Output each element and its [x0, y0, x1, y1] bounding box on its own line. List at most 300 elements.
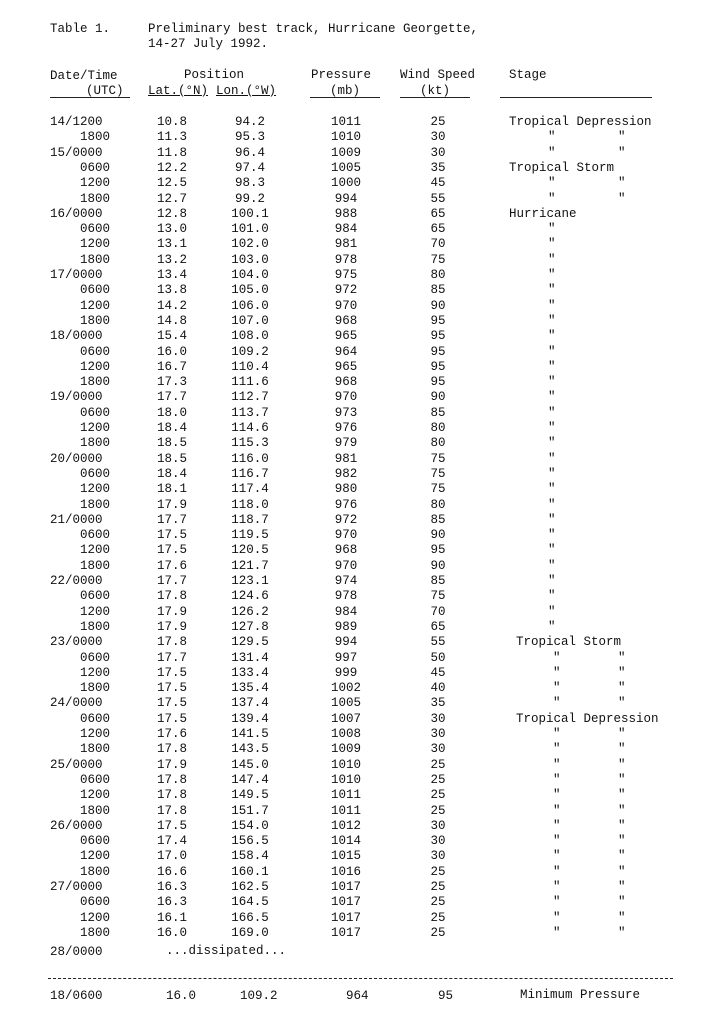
row-lat: 16.6	[156, 865, 187, 879]
row-lon: 117.4	[231, 482, 269, 496]
row-lat: 11.8	[156, 146, 187, 160]
row-stage-ditto: "	[618, 130, 626, 144]
row-pressure: 968	[334, 314, 358, 328]
row-stage: "	[548, 146, 556, 160]
row-stage: "	[553, 681, 561, 695]
row-stage: "	[548, 253, 556, 267]
row-stage: "	[548, 329, 556, 343]
row-datetime: 1800	[80, 192, 111, 206]
row-stage-ditto: "	[618, 804, 626, 818]
row-lat: 17.8	[156, 742, 187, 756]
row-datetime: 1200	[80, 482, 111, 496]
row-stage-ditto: "	[618, 727, 626, 741]
row-datetime: 21/0000	[50, 513, 103, 527]
row-datetime: 0600	[80, 712, 111, 726]
row-lon: 139.4	[231, 712, 269, 726]
row-datetime: 0600	[80, 773, 111, 787]
row-wind: 90	[430, 299, 446, 313]
row-wind: 35	[430, 161, 446, 175]
row-pressure: 1011	[330, 804, 361, 818]
row-pressure: 979	[334, 436, 358, 450]
row-lon: 135.4	[231, 681, 269, 695]
row-pressure: 1017	[330, 895, 361, 909]
row-datetime: 0600	[80, 467, 111, 481]
row-stage-ditto: "	[618, 651, 626, 665]
row-wind: 30	[430, 742, 446, 756]
row-lon: 110.4	[231, 360, 269, 374]
row-pressure: 972	[334, 513, 358, 527]
row-pressure: 1017	[330, 911, 361, 925]
row-wind: 30	[430, 712, 446, 726]
row-lon: 98.3	[234, 176, 265, 190]
row-stage: "	[553, 865, 561, 879]
row-pressure: 968	[334, 543, 358, 557]
row-lon: 169.0	[231, 926, 269, 940]
row-wind: 35	[430, 696, 446, 710]
row-wind: 70	[430, 237, 446, 251]
row-datetime: 1800	[80, 436, 111, 450]
row-pressure: 1010	[330, 773, 361, 787]
row-wind: 25	[430, 788, 446, 802]
row-datetime: 1800	[80, 130, 111, 144]
minimum-label: Minimum Pressure	[520, 988, 641, 1002]
row-pressure: 1011	[330, 115, 361, 129]
row-pressure: 1011	[330, 788, 361, 802]
row-stage: "	[553, 834, 561, 848]
row-wind: 65	[430, 207, 446, 221]
row-datetime: 1800	[80, 559, 111, 573]
row-wind: 95	[430, 345, 446, 359]
row-lon: 96.4	[234, 146, 265, 160]
header-lat: Lat.(°N)	[148, 84, 209, 98]
row-lon: 103.0	[231, 253, 269, 267]
row-stage: "	[548, 482, 556, 496]
row-datetime: 1200	[80, 237, 111, 251]
row-lon: 108.0	[231, 329, 269, 343]
row-stage: "	[548, 192, 556, 206]
row-datetime: 1800	[80, 681, 111, 695]
row-pressure: 978	[334, 253, 358, 267]
row-lat: 16.3	[156, 880, 187, 894]
row-datetime: 1800	[80, 742, 111, 756]
row-lat: 17.9	[156, 620, 187, 634]
row-lat: 13.2	[156, 253, 187, 267]
row-datetime: 0600	[80, 834, 111, 848]
row-wind: 90	[430, 528, 446, 542]
row-lat: 13.1	[156, 237, 187, 251]
row-stage: "	[548, 176, 556, 190]
row-stage: "	[553, 758, 561, 772]
row-lat: 18.0	[156, 406, 187, 420]
row-datetime: 1800	[80, 314, 111, 328]
row-pressure: 964	[334, 345, 358, 359]
row-lat: 17.8	[156, 804, 187, 818]
row-lat: 15.4	[156, 329, 187, 343]
row-wind: 25	[430, 926, 446, 940]
row-lat: 17.8	[156, 773, 187, 787]
row-lat: 17.6	[156, 559, 187, 573]
row-wind: 75	[430, 589, 446, 603]
row-lon: 149.5	[231, 788, 269, 802]
row-lat: 18.5	[156, 452, 187, 466]
row-lat: 12.2	[156, 161, 187, 175]
row-stage: "	[553, 651, 561, 665]
row-datetime: 0600	[80, 283, 111, 297]
row-datetime: 1800	[80, 498, 111, 512]
row-lon: 101.0	[231, 222, 269, 236]
row-lon: 104.0	[231, 268, 269, 282]
row-lat: 17.5	[156, 543, 187, 557]
row-wind: 25	[430, 895, 446, 909]
row-stage: "	[548, 375, 556, 389]
row-stage: "	[548, 452, 556, 466]
row-lat: 17.6	[156, 727, 187, 741]
minimum-lat: 16.0	[166, 989, 197, 1003]
row-lon: 151.7	[231, 804, 269, 818]
row-lat: 17.7	[156, 651, 187, 665]
row-lat: 14.8	[156, 314, 187, 328]
header-stage: Stage	[509, 68, 547, 82]
row-pressure: 999	[334, 666, 358, 680]
row-pressure: 974	[334, 574, 358, 588]
minimum-datetime: 18/0600	[50, 989, 103, 1003]
row-wind: 85	[430, 283, 446, 297]
row-lon: 119.5	[231, 528, 269, 542]
row-wind: 90	[430, 559, 446, 573]
row-datetime: 0600	[80, 406, 111, 420]
row-wind: 55	[430, 635, 446, 649]
row-stage: "	[548, 589, 556, 603]
row-lat: 11.3	[156, 130, 187, 144]
row-pressure: 1017	[330, 880, 361, 894]
row-stage-ditto: "	[618, 895, 626, 909]
row-lat: 14.2	[156, 299, 187, 313]
row-lat: 16.3	[156, 895, 187, 909]
row-stage: "	[548, 513, 556, 527]
row-datetime: 22/0000	[50, 574, 103, 588]
row-datetime: 26/0000	[50, 819, 103, 833]
row-wind: 80	[430, 498, 446, 512]
row-lat: 17.8	[156, 788, 187, 802]
row-lat: 13.8	[156, 283, 187, 297]
row-datetime: 17/0000	[50, 268, 103, 282]
row-wind: 90	[430, 390, 446, 404]
row-datetime: 15/0000	[50, 146, 103, 160]
header-datetime: Date/Time	[50, 69, 118, 83]
row-datetime: 27/0000	[50, 880, 103, 894]
row-datetime: 0600	[80, 589, 111, 603]
row-stage-ditto: "	[618, 742, 626, 756]
row-lon: 129.5	[231, 635, 269, 649]
row-wind: 80	[430, 421, 446, 435]
row-stage: "	[548, 237, 556, 251]
row-lat: 17.9	[156, 758, 187, 772]
row-stage-ditto: "	[618, 192, 626, 206]
row-pressure: 982	[334, 467, 358, 481]
row-lat: 12.7	[156, 192, 187, 206]
row-datetime: 1200	[80, 421, 111, 435]
table-title-line2: 14-27 July 1992.	[148, 37, 269, 51]
row-wind: 65	[430, 620, 446, 634]
row-lon: 121.7	[231, 559, 269, 573]
row-stage: "	[548, 283, 556, 297]
row-datetime: 23/0000	[50, 635, 103, 649]
row-pressure: 1009	[330, 742, 361, 756]
row-wind: 75	[430, 253, 446, 267]
row-wind: 70	[430, 605, 446, 619]
header-rule-stage	[500, 97, 652, 98]
row-lat: 17.5	[156, 528, 187, 542]
row-stage: "	[548, 620, 556, 634]
row-pressure: 1016	[330, 865, 361, 879]
row-datetime: 0600	[80, 345, 111, 359]
row-lon: 145.0	[231, 758, 269, 772]
row-pressure: 978	[334, 589, 358, 603]
row-stage: Hurricane	[509, 207, 577, 221]
row-stage: "	[548, 574, 556, 588]
row-lon: 112.7	[231, 390, 269, 404]
row-wind: 80	[430, 436, 446, 450]
row-wind: 95	[430, 360, 446, 374]
row-datetime: 1200	[80, 360, 111, 374]
row-datetime: 1800	[80, 375, 111, 389]
row-wind: 95	[430, 543, 446, 557]
row-stage: "	[548, 222, 556, 236]
row-stage: "	[548, 268, 556, 282]
row-wind: 85	[430, 406, 446, 420]
row-lon: 102.0	[231, 237, 269, 251]
row-lat: 17.8	[156, 635, 187, 649]
header-kt: (kt)	[420, 84, 451, 98]
row-lat: 17.4	[156, 834, 187, 848]
row-lat: 17.5	[156, 696, 187, 710]
row-stage-ditto: "	[618, 146, 626, 160]
row-lon: 123.1	[231, 574, 269, 588]
row-stage: "	[548, 605, 556, 619]
row-datetime: 24/0000	[50, 696, 103, 710]
minimum-lon: 109.2	[240, 989, 278, 1003]
header-rule-wind	[400, 97, 470, 98]
row-stage: "	[553, 773, 561, 787]
row-stage: "	[548, 299, 556, 313]
dissipated-datetime: 28/0000	[50, 945, 103, 959]
row-lon: 126.2	[231, 605, 269, 619]
row-stage: Tropical Storm	[509, 161, 615, 175]
row-wind: 30	[430, 834, 446, 848]
row-stage: "	[553, 788, 561, 802]
row-pressure: 965	[334, 360, 358, 374]
row-stage: "	[553, 666, 561, 680]
row-stage-ditto: "	[618, 696, 626, 710]
row-lon: 120.5	[231, 543, 269, 557]
row-stage-ditto: "	[618, 176, 626, 190]
row-wind: 30	[430, 727, 446, 741]
row-pressure: 970	[334, 299, 358, 313]
row-stage: "	[553, 911, 561, 925]
row-wind: 85	[430, 574, 446, 588]
row-lat: 17.8	[156, 589, 187, 603]
row-wind: 75	[430, 467, 446, 481]
row-datetime: 18/0000	[50, 329, 103, 343]
row-lat: 18.1	[156, 482, 187, 496]
row-lat: 17.9	[156, 498, 187, 512]
row-datetime: 1200	[80, 543, 111, 557]
row-wind: 75	[430, 482, 446, 496]
row-lon: 116.0	[231, 452, 269, 466]
row-pressure: 997	[334, 651, 358, 665]
row-stage: "	[553, 895, 561, 909]
row-stage: "	[553, 696, 561, 710]
row-pressure: 989	[334, 620, 358, 634]
row-stage: Tropical Depression	[509, 115, 652, 129]
row-wind: 75	[430, 452, 446, 466]
row-pressure: 972	[334, 283, 358, 297]
row-pressure: 976	[334, 498, 358, 512]
row-stage: "	[548, 406, 556, 420]
row-lat: 17.5	[156, 681, 187, 695]
row-wind: 25	[430, 804, 446, 818]
row-stage: "	[548, 528, 556, 542]
row-pressure: 975	[334, 268, 358, 282]
row-datetime: 16/0000	[50, 207, 103, 221]
row-wind: 65	[430, 222, 446, 236]
row-lon: 109.2	[231, 345, 269, 359]
row-wind: 95	[430, 329, 446, 343]
table-title-line1: Preliminary best track, Hurricane Georgette,	[148, 22, 479, 36]
row-lon: 116.7	[231, 467, 269, 481]
row-stage-ditto: "	[618, 788, 626, 802]
row-datetime: 20/0000	[50, 452, 103, 466]
row-lat: 16.7	[156, 360, 187, 374]
row-lat: 17.0	[156, 849, 187, 863]
row-lat: 16.1	[156, 911, 187, 925]
row-lon: 97.4	[234, 161, 265, 175]
row-pressure: 1005	[330, 696, 361, 710]
row-stage-ditto: "	[618, 926, 626, 940]
row-datetime: 1800	[80, 865, 111, 879]
row-lat: 17.7	[156, 574, 187, 588]
row-pressure: 1010	[330, 130, 361, 144]
row-pressure: 1010	[330, 758, 361, 772]
row-lat: 17.9	[156, 605, 187, 619]
row-datetime: 19/0000	[50, 390, 103, 404]
row-lon: 131.4	[231, 651, 269, 665]
row-wind: 50	[430, 651, 446, 665]
row-lon: 133.4	[231, 666, 269, 680]
header-wind: Wind Speed	[400, 68, 476, 82]
row-stage-ditto: "	[618, 834, 626, 848]
row-lon: 137.4	[231, 696, 269, 710]
row-pressure: 981	[334, 237, 358, 251]
row-lon: 166.5	[231, 911, 269, 925]
row-wind: 30	[430, 849, 446, 863]
row-wind: 30	[430, 819, 446, 833]
row-lat: 17.3	[156, 375, 187, 389]
row-stage-ditto: "	[618, 666, 626, 680]
row-wind: 25	[430, 911, 446, 925]
row-stage-ditto: "	[618, 773, 626, 787]
header-pressure: Pressure	[311, 68, 372, 82]
row-stage: "	[548, 498, 556, 512]
row-wind: 40	[430, 681, 446, 695]
row-lon: 147.4	[231, 773, 269, 787]
row-stage: "	[553, 849, 561, 863]
row-pressure: 965	[334, 329, 358, 343]
row-stage: "	[548, 360, 556, 374]
row-lon: 113.7	[231, 406, 269, 420]
row-stage: "	[548, 543, 556, 557]
row-stage: "	[553, 819, 561, 833]
row-lon: 99.2	[234, 192, 265, 206]
row-stage-ditto: "	[618, 681, 626, 695]
header-rule-pressure	[310, 97, 380, 98]
row-stage: "	[548, 421, 556, 435]
row-stage: "	[553, 926, 561, 940]
row-stage: "	[553, 742, 561, 756]
row-pressure: 994	[334, 635, 358, 649]
row-datetime: 1200	[80, 727, 111, 741]
row-pressure: 1000	[330, 176, 361, 190]
row-datetime: 0600	[80, 222, 111, 236]
row-stage-ditto: "	[618, 758, 626, 772]
row-pressure: 1012	[330, 819, 361, 833]
row-lat: 17.5	[156, 666, 187, 680]
row-pressure: 968	[334, 375, 358, 389]
row-lon: 158.4	[231, 849, 269, 863]
row-stage-ditto: "	[618, 819, 626, 833]
row-pressure: 1005	[330, 161, 361, 175]
row-lon: 143.5	[231, 742, 269, 756]
row-pressure: 1009	[330, 146, 361, 160]
row-pressure: 980	[334, 482, 358, 496]
row-lon: 162.5	[231, 880, 269, 894]
row-pressure: 1017	[330, 926, 361, 940]
table-label: Table 1.	[50, 22, 111, 36]
minimum-wind: 95	[438, 989, 454, 1003]
row-lat: 17.5	[156, 819, 187, 833]
row-datetime: 1800	[80, 253, 111, 267]
row-stage: "	[548, 130, 556, 144]
dashed-separator	[48, 978, 673, 979]
row-datetime: 1800	[80, 926, 111, 940]
minimum-pressure: 964	[346, 989, 369, 1003]
row-lon: 105.0	[231, 283, 269, 297]
row-datetime: 0600	[80, 651, 111, 665]
row-lat: 17.5	[156, 712, 187, 726]
row-lat: 16.0	[156, 345, 187, 359]
row-datetime: 0600	[80, 895, 111, 909]
row-stage-ditto: "	[618, 865, 626, 879]
row-datetime: 1200	[80, 299, 111, 313]
row-lon: 114.6	[231, 421, 269, 435]
row-datetime: 1200	[80, 176, 111, 190]
row-lon: 160.1	[231, 865, 269, 879]
row-lon: 106.0	[231, 299, 269, 313]
row-pressure: 970	[334, 559, 358, 573]
row-datetime: 1200	[80, 911, 111, 925]
row-wind: 25	[430, 758, 446, 772]
row-lon: 118.0	[231, 498, 269, 512]
row-wind: 95	[430, 375, 446, 389]
row-pressure: 1014	[330, 834, 361, 848]
row-stage-ditto: "	[618, 911, 626, 925]
row-pressure: 1008	[330, 727, 361, 741]
row-pressure: 981	[334, 452, 358, 466]
row-pressure: 973	[334, 406, 358, 420]
row-wind: 25	[430, 880, 446, 894]
row-stage: "	[553, 804, 561, 818]
row-lon: 111.6	[231, 375, 269, 389]
